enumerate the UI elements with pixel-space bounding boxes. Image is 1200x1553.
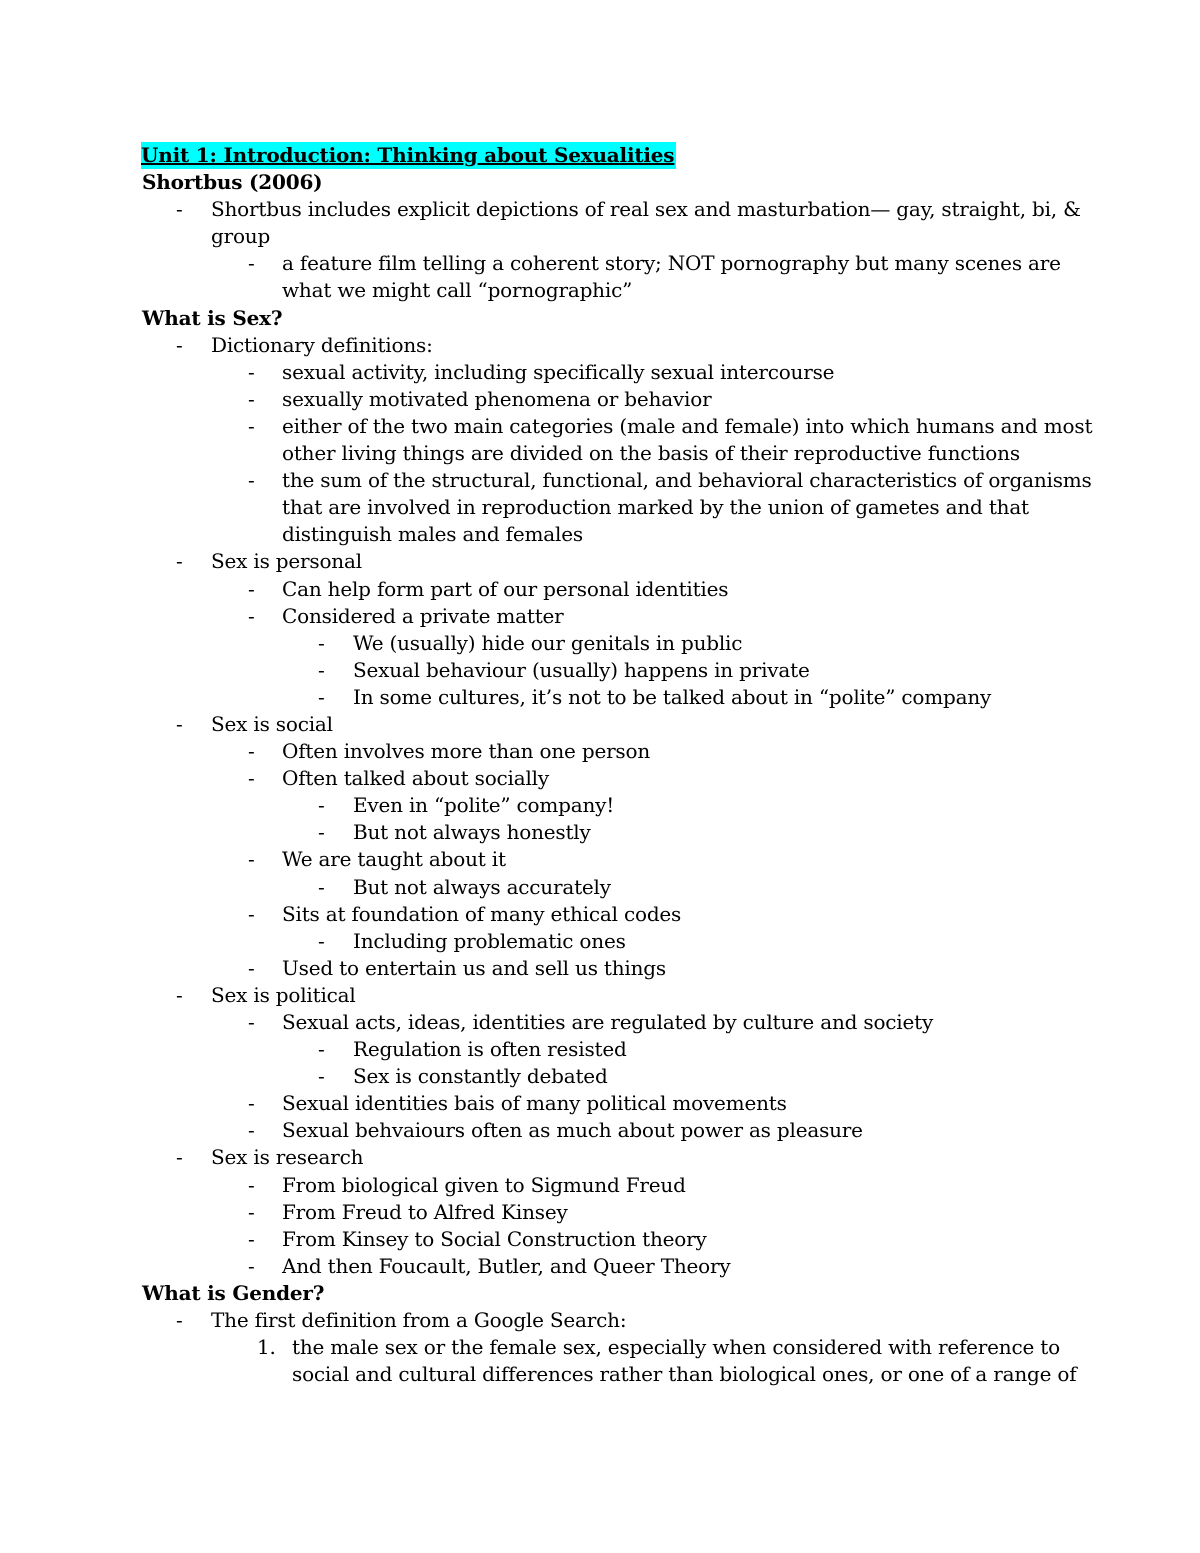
list-item [142,792,1062,819]
dash-bullet: - [248,1172,255,1197]
dash-bullet: - [248,901,255,926]
dash-bullet: - [176,1145,183,1170]
dash-bullet: - [248,386,255,411]
dash-bullet: - [176,549,183,574]
list-item-continuation [142,223,1062,250]
list-item-continuation [142,494,1062,521]
list-item-text: Shortbus includes explicit depictions of real sex and masturbation— gay, straight, bi, & [211,197,1081,222]
list-item-text: Regulation is often resisted [353,1037,627,1062]
list-item-continuation [142,277,1062,304]
list-item [142,765,1062,792]
list-item-text: Considered a private matter [282,603,564,628]
section-heading [142,169,1062,196]
list-item [142,359,1062,386]
list-number: 1. [257,1335,276,1360]
list-item [142,630,1062,657]
section-heading-text: What is Gender? [142,1280,325,1305]
list-item-text: group [211,224,271,249]
list-item [142,250,1062,277]
list-item [142,1226,1062,1253]
document-body [141,142,1093,1388]
list-item-text: But not always honestly [353,820,591,845]
list-item-text: Sexual identities bais of many political movements [282,1091,787,1116]
list-item-text: social and cultural differences rather than biological ones, or one of a range of [292,1362,1077,1387]
list-item [142,1144,1062,1171]
list-item-text: the sum of the structural, functional, and behavioral characteristics of organisms [282,468,1092,493]
dash-bullet: - [176,982,183,1007]
dash-bullet: - [318,928,325,953]
list-item-text: Often involves more than one person [282,739,651,764]
list-item-text: We (usually) hide our genitals in public [353,630,743,655]
dash-bullet: - [248,766,255,791]
list-item-text: Even in “polite” company! [353,793,615,818]
list-item-text: Used to entertain us and sell us things [282,955,666,980]
list-item-text: In some cultures, it’s not to be talked about in “polite” company [353,684,992,709]
list-item-text: From Freud to Alfred Kinsey [282,1199,568,1224]
list-item [142,1090,1062,1117]
list-item [142,1117,1062,1144]
list-item [142,874,1062,901]
dash-bullet: - [248,955,255,980]
dash-bullet: - [176,197,183,222]
list-item [142,684,1062,711]
list-item-text: Sex is social [211,711,333,736]
list-item-text: Sits at foundation of many ethical codes [282,901,682,926]
dash-bullet: - [176,711,183,736]
list-item-text: the male sex or the female sex, especially when considered with reference to [292,1335,1060,1360]
dash-bullet: - [248,1010,255,1034]
dash-bullet: - [248,1199,255,1224]
list-item-text: Including problematic ones [353,928,626,953]
list-item [142,657,1062,684]
dash-bullet: - [248,1253,255,1278]
dash-bullet: - [318,657,325,682]
list-item-text: either of the two main categories (male and female) into which humans and most [282,413,1093,438]
notes-outline [142,169,1093,1388]
list-item [142,1199,1062,1226]
list-item [142,955,1062,982]
dash-bullet: - [248,413,255,438]
list-item [142,386,1062,413]
list-item-text: But not always accurately [353,874,611,899]
list-item-text: And then Foucault, Butler, and Queer Theory [282,1253,731,1278]
list-item-text: Sex is political [211,982,356,1007]
dash-bullet: - [318,630,325,655]
list-item [142,1253,1062,1280]
list-item-text: sexual activity, including specifically sexual intercourse [282,359,835,384]
section-heading-text: Shortbus (2006) [142,170,323,195]
document-title: Unit 1: Introduction: Thinking about Sexualities [141,142,676,169]
dash-bullet: - [248,739,255,764]
list-item-text: Sex is constantly debated [353,1064,608,1089]
list-item [142,1307,1062,1334]
list-item [142,711,1062,738]
title-line [142,142,1062,169]
list-item [142,1009,1062,1036]
list-item-text: sexually motivated phenomena or behavior [282,386,712,411]
dash-bullet: - [248,603,255,628]
dash-bullet: - [318,684,325,709]
list-item [142,332,1062,359]
list-item-text: From Kinsey to Social Construction theory [282,1226,707,1251]
list-item-text: We are taught about it [282,847,506,872]
list-item [142,603,1062,630]
section-heading [142,1280,1062,1307]
dash-bullet: - [318,1064,325,1089]
list-item-text: The first definition from a Google Search: [211,1308,627,1333]
list-item-text: a feature film telling a coherent story; NOT pornography but many scenes are [282,251,1061,276]
dash-bullet: - [318,820,325,845]
list-item-text: what we might call “pornographic” [282,278,633,303]
list-item-text: Dictionary definitions: [211,332,433,357]
list-item [142,819,1062,846]
list-item [142,1036,1062,1063]
list-item-text: that are involved in reproduction marked by the union of gametes and that [282,495,1029,520]
section-heading-text: What is Sex? [142,305,283,330]
list-item [142,1063,1062,1090]
list-item [142,576,1062,603]
dash-bullet: - [248,1226,255,1251]
list-item-text: distinguish males and females [282,522,583,547]
list-item [142,846,1062,873]
dash-bullet: - [248,576,255,601]
dash-bullet: - [248,359,255,384]
section-heading [142,305,1062,332]
list-item-continuation [142,1361,1077,1388]
list-item [142,928,1062,955]
list-item-text: Often talked about socially [282,766,549,791]
list-item-text: Can help form part of our personal identities [282,576,729,601]
numbered-item [142,1334,1062,1361]
list-item-continuation [142,521,1062,548]
dash-bullet: - [248,251,255,276]
list-item [142,901,1062,928]
dash-bullet: - [248,847,255,872]
dash-bullet: - [248,1091,255,1116]
dash-bullet: - [318,793,325,818]
list-item-text: Sexual behvaiours often as much about power as pleasure [282,1118,863,1143]
dash-bullet: - [248,468,255,493]
list-item [142,982,1062,1009]
list-item-text: From biological given to Sigmund Freud [282,1172,686,1197]
list-item-text: Sexual acts, ideas, identities are regulated by culture and society [282,1010,934,1034]
list-item-text: Sexual behaviour (usually) happens in private [353,657,810,682]
dash-bullet: - [176,332,183,357]
list-item [142,548,1062,575]
list-item [142,413,1093,440]
list-item [142,738,1062,765]
dash-bullet: - [318,1037,325,1062]
list-item-text: Sex is personal [211,549,362,574]
list-item-text: other living things are divided on the basis of their reproductive functions [282,441,1020,466]
list-item-continuation [142,440,1062,467]
list-item-text: Sex is research [211,1145,364,1170]
dash-bullet: - [318,874,325,899]
dash-bullet: - [176,1308,183,1333]
list-item [142,467,1092,494]
list-item [142,196,1081,223]
list-item [142,1172,1062,1199]
dash-bullet: - [248,1118,255,1143]
